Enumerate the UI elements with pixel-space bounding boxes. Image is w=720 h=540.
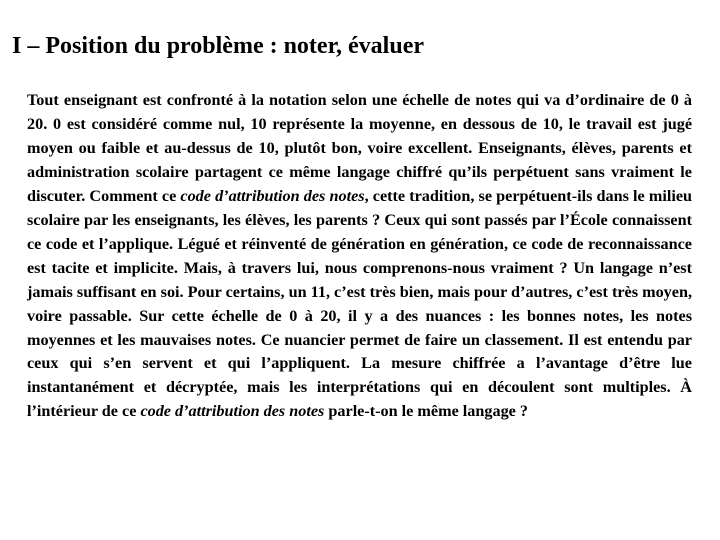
body-text-part-1: Tout enseignant est confronté à la notation selon une échelle de notes qui va d’ordinaire de 0 à 20. 0 est considéré comme nul, 10 représente la moyenne, en dessous de 10, le travail est jugé moyen ou faible et au-dessus de 10, plutôt bon, voire excellent. Enseignants, élèves, parents et administration scolaire partagent ce même langage chiffré qu’ils perpétuent sans vraiment le discuter. Comment ce xyxy=(27,91,692,205)
body-paragraph xyxy=(27,89,692,424)
body-text-part-2: , cette tradition, se perpétuent-ils dans le milieu scolaire par les enseignants, les élèves, les parents ? Ceux qui sont passés par l’École connaissent ce code et l’applique. Légué et réinventé de génération en génération, ce code de reconnaissance est tacite et implicite. Mais, à travers lui, nous comprenons-nous vraiment ? Un langage n’est jamais suffisant en soi. Pour certains, un 11, c’est très bien, mais pour d’autres, c’est très moyen, voire passable. Sur cette échelle de 0 à 20, il y a des nuances : les bonnes notes, les notes moyennes et les mauvaises notes. Ce nuancier permet de faire un classement. Il est entendu par ceux qui s’en servent et qui l’appliquent. La mesure chiffrée a l’avantage d’être lue instantanément et décryptée, mais les interprétations qui en découlent sont multiples. À l’intérieur de ce xyxy=(27,186,693,421)
body-emphasis-code-attribution-2: code d’attribution des notes xyxy=(140,402,325,421)
body-emphasis-code-attribution-1: code d’attribution des notes xyxy=(180,186,365,205)
body-text-part-3: parle-t-on le même langage ? xyxy=(324,402,528,421)
slide-title: I – Position du problème : noter, évaluer xyxy=(12,33,424,59)
